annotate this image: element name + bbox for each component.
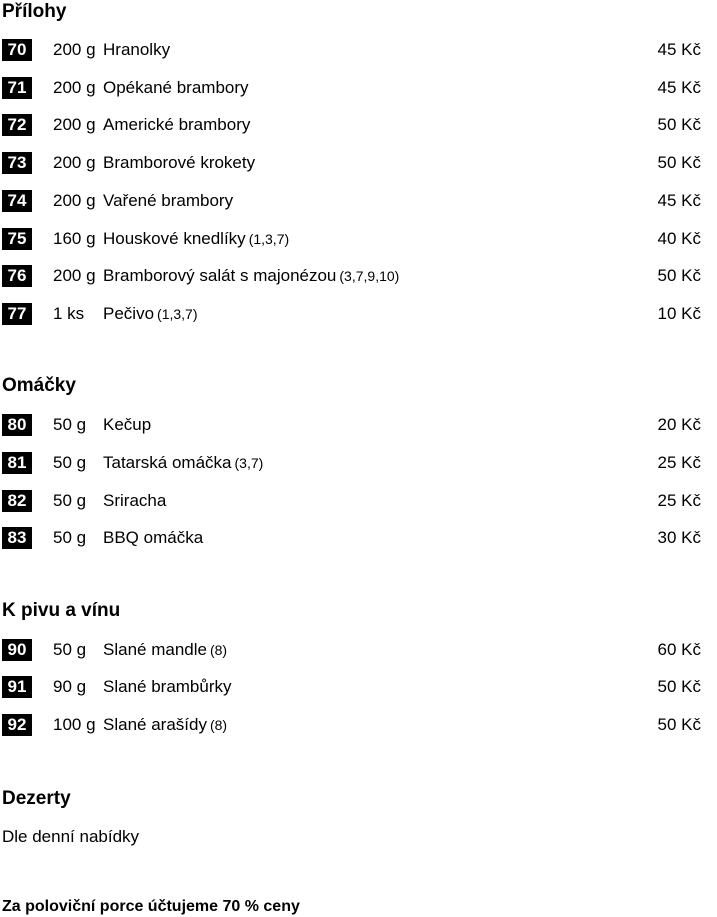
item-name: Bramborové krokety <box>103 153 256 172</box>
item-quantity: 50 g <box>53 528 87 547</box>
half-portion-note: Za poloviční porce účtujeme 70 % ceny <box>2 898 300 915</box>
section-title-dezerty: Dezerty <box>2 788 71 809</box>
item-price: 50 Kč <box>657 115 701 134</box>
item-price: 50 Kč <box>657 266 701 285</box>
item-quantity: 200 g <box>53 40 96 59</box>
item-name: BBQ omáčka <box>103 528 204 547</box>
item-number: 83 <box>2 527 32 549</box>
item-number: 70 <box>2 39 32 61</box>
item-quantity: 1 ks <box>53 304 85 323</box>
item-name: Sriracha <box>103 491 167 510</box>
item-quantity: 50 g <box>53 415 87 434</box>
section-title-omacky: Omáčky <box>2 375 76 396</box>
item-name: Slané mandle (8) <box>103 640 228 659</box>
item-allergens: (1,3,7) <box>157 306 198 322</box>
item-number: 81 <box>2 452 32 474</box>
item-name: Kečup <box>103 415 152 434</box>
item-price: 50 Kč <box>657 715 701 734</box>
item-price: 25 Kč <box>657 453 701 472</box>
item-name: Hranolky <box>103 40 171 59</box>
item-name: Houskové knedlíky (1,3,7) <box>103 229 290 248</box>
menu-item <box>0 489 717 513</box>
menu-item <box>0 76 717 100</box>
item-allergens: (1,3,7) <box>248 231 290 247</box>
item-quantity: 200 g <box>53 153 96 172</box>
item-allergens: (3,7) <box>234 455 264 471</box>
dessert-info: Dle denní nabídky <box>2 827 140 846</box>
menu-item <box>0 713 717 737</box>
menu-item <box>0 151 717 175</box>
item-number: 71 <box>2 77 32 99</box>
menu-item <box>0 38 717 62</box>
item-quantity: 50 g <box>53 640 87 659</box>
menu-item <box>0 113 717 137</box>
item-allergens: (8) <box>209 642 228 658</box>
menu-item <box>0 302 717 326</box>
item-quantity: 200 g <box>53 78 96 97</box>
item-name: Bramborový salát s majonézou (3,7,9,10) <box>103 266 400 285</box>
menu-item <box>0 189 717 213</box>
section-title-prilohy: Přílohy <box>2 1 67 22</box>
item-name: Opékané brambory <box>103 78 249 97</box>
menu-item <box>0 264 717 288</box>
item-price: 50 Kč <box>657 153 701 172</box>
item-number: 73 <box>2 152 32 174</box>
item-quantity: 160 g <box>53 229 96 248</box>
section-title-k-pivu-a-vinu: K pivu a vínu <box>2 600 121 621</box>
item-price: 45 Kč <box>657 40 701 59</box>
item-name: Americké brambory <box>103 115 251 134</box>
item-quantity: 200 g <box>53 115 96 134</box>
menu-item <box>0 413 717 437</box>
item-number: 82 <box>2 490 32 512</box>
item-price: 45 Kč <box>657 191 701 210</box>
item-number: 91 <box>2 676 32 698</box>
item-name: Tatarská omáčka (3,7) <box>103 453 264 472</box>
item-number: 74 <box>2 190 32 212</box>
item-quantity: 50 g <box>53 453 87 472</box>
item-number: 76 <box>2 265 32 287</box>
item-number: 92 <box>2 714 32 736</box>
item-price: 30 Kč <box>657 528 701 547</box>
item-name: Pečivo (1,3,7) <box>103 304 198 323</box>
item-number: 75 <box>2 228 32 250</box>
item-number: 77 <box>2 303 32 325</box>
item-allergens: (8) <box>209 717 228 733</box>
item-number: 90 <box>2 639 32 661</box>
item-name: Slané arašídy (8) <box>103 715 228 734</box>
item-quantity: 90 g <box>53 677 87 696</box>
item-price: 20 Kč <box>657 415 701 434</box>
menu-item <box>0 227 717 251</box>
item-price: 40 Kč <box>657 229 701 248</box>
item-quantity: 100 g <box>53 715 96 734</box>
item-allergens: (3,7,9,10) <box>339 268 400 284</box>
menu-item <box>0 638 717 662</box>
item-name: Slané brambůrky <box>103 677 232 696</box>
item-price: 50 Kč <box>657 677 701 696</box>
item-number: 72 <box>2 114 32 136</box>
item-quantity: 200 g <box>53 191 96 210</box>
item-name: Vařené brambory <box>103 191 234 210</box>
menu-item <box>0 526 717 550</box>
menu-item <box>0 675 717 699</box>
item-number: 80 <box>2 414 32 436</box>
item-price: 60 Kč <box>657 640 701 659</box>
item-price: 45 Kč <box>657 78 701 97</box>
item-price: 25 Kč <box>657 491 701 510</box>
item-quantity: 200 g <box>53 266 96 285</box>
item-price: 10 Kč <box>657 304 701 323</box>
item-quantity: 50 g <box>53 491 87 510</box>
menu-item <box>0 451 717 475</box>
